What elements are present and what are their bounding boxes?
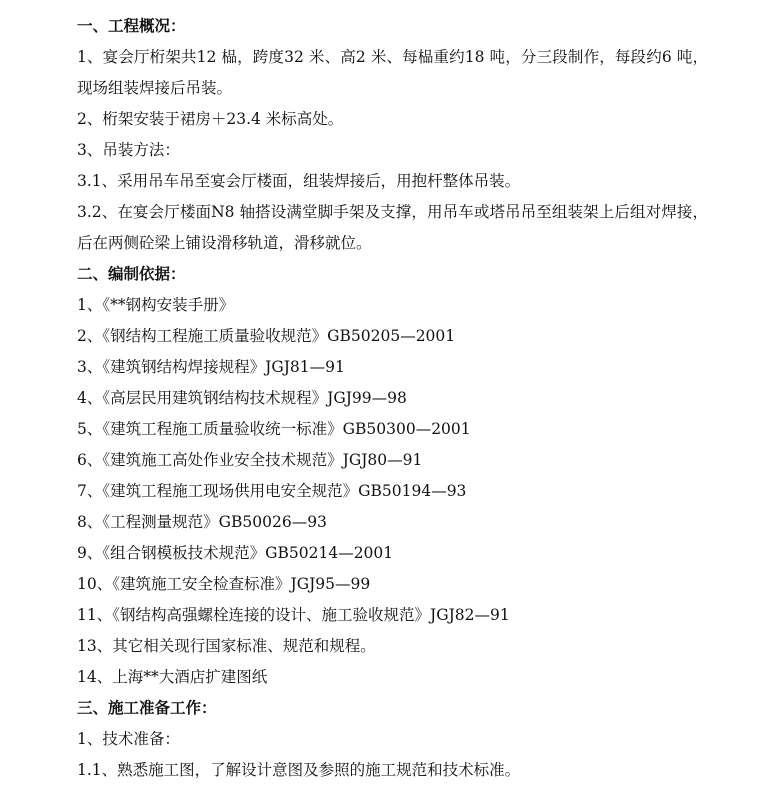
section-heading-basis: 二、编制依据： [77,264,186,283]
list-item: 14、上海**大酒店扩建图纸 [77,668,268,686]
paragraph-line: 后在两侧砼梁上铺设滑移轨道，滑移就位。 [77,234,372,252]
list-item: 4、《高层民用建筑钢结构技术规程》JGJ99—98 [77,389,407,407]
list-item: 3、《建筑钢结构焊接规程》JGJ81—91 [77,358,345,376]
paragraph-line: 2、桁架安装于裙房＋23.4 米标高处。 [77,110,344,128]
list-item: 6、《建筑施工高处作业安全技术规范》JGJ80—91 [77,451,423,469]
list-item: 9、《组合钢模板技术规范》GB50214—2001 [77,544,394,562]
paragraph-line: 1、技术准备： [77,730,180,748]
list-item: 5、《建筑工程施工质量验收统一标准》GB50300—2001 [77,420,471,438]
list-item: 7、《建筑工程施工现场供用电安全规范》GB50194—93 [77,482,467,500]
paragraph-line: 3.2、在宴会厅楼面N8 轴搭设满堂脚手架及支撑，用吊车或塔吊吊至组装架上后组对焊接， [77,203,708,221]
paragraph-line: 1.1、熟悉施工图，了解设计意图及参照的施工规范和技术标准。 [77,761,521,779]
paragraph-line: 1、宴会厅桁架共12 榀，跨度32 米、高2 米、每榀重约18 吨，分三段制作，每段约6 吨， [77,48,708,66]
paragraph-line: 3、吊装方法： [77,141,180,159]
list-item: 2、《钢结构工程施工质量验收规范》GB50205—2001 [77,327,456,345]
list-item: 8、《工程测量规范》GB50026—93 [77,513,327,531]
paragraph-line: 3.1、采用吊车吊至宴会厅楼面，组装焊接后，用抱杆整体吊装。 [77,172,521,190]
section-heading-overview: 一、工程概况： [77,16,186,35]
list-item: 13、其它相关现行国家标准、规范和规程。 [77,637,376,655]
list-item: 11、《钢结构高强螺栓连接的设计、施工验收规范》JGJ82—91 [77,606,510,624]
paragraph-line: 现场组装焊接后吊装。 [77,79,233,97]
list-item: 1、《**钢构安装手册》 [77,296,235,314]
section-heading-preparation: 三、施工准备工作： [77,698,217,717]
list-item: 10、《建筑施工安全检查标准》JGJ95—99 [77,575,371,593]
